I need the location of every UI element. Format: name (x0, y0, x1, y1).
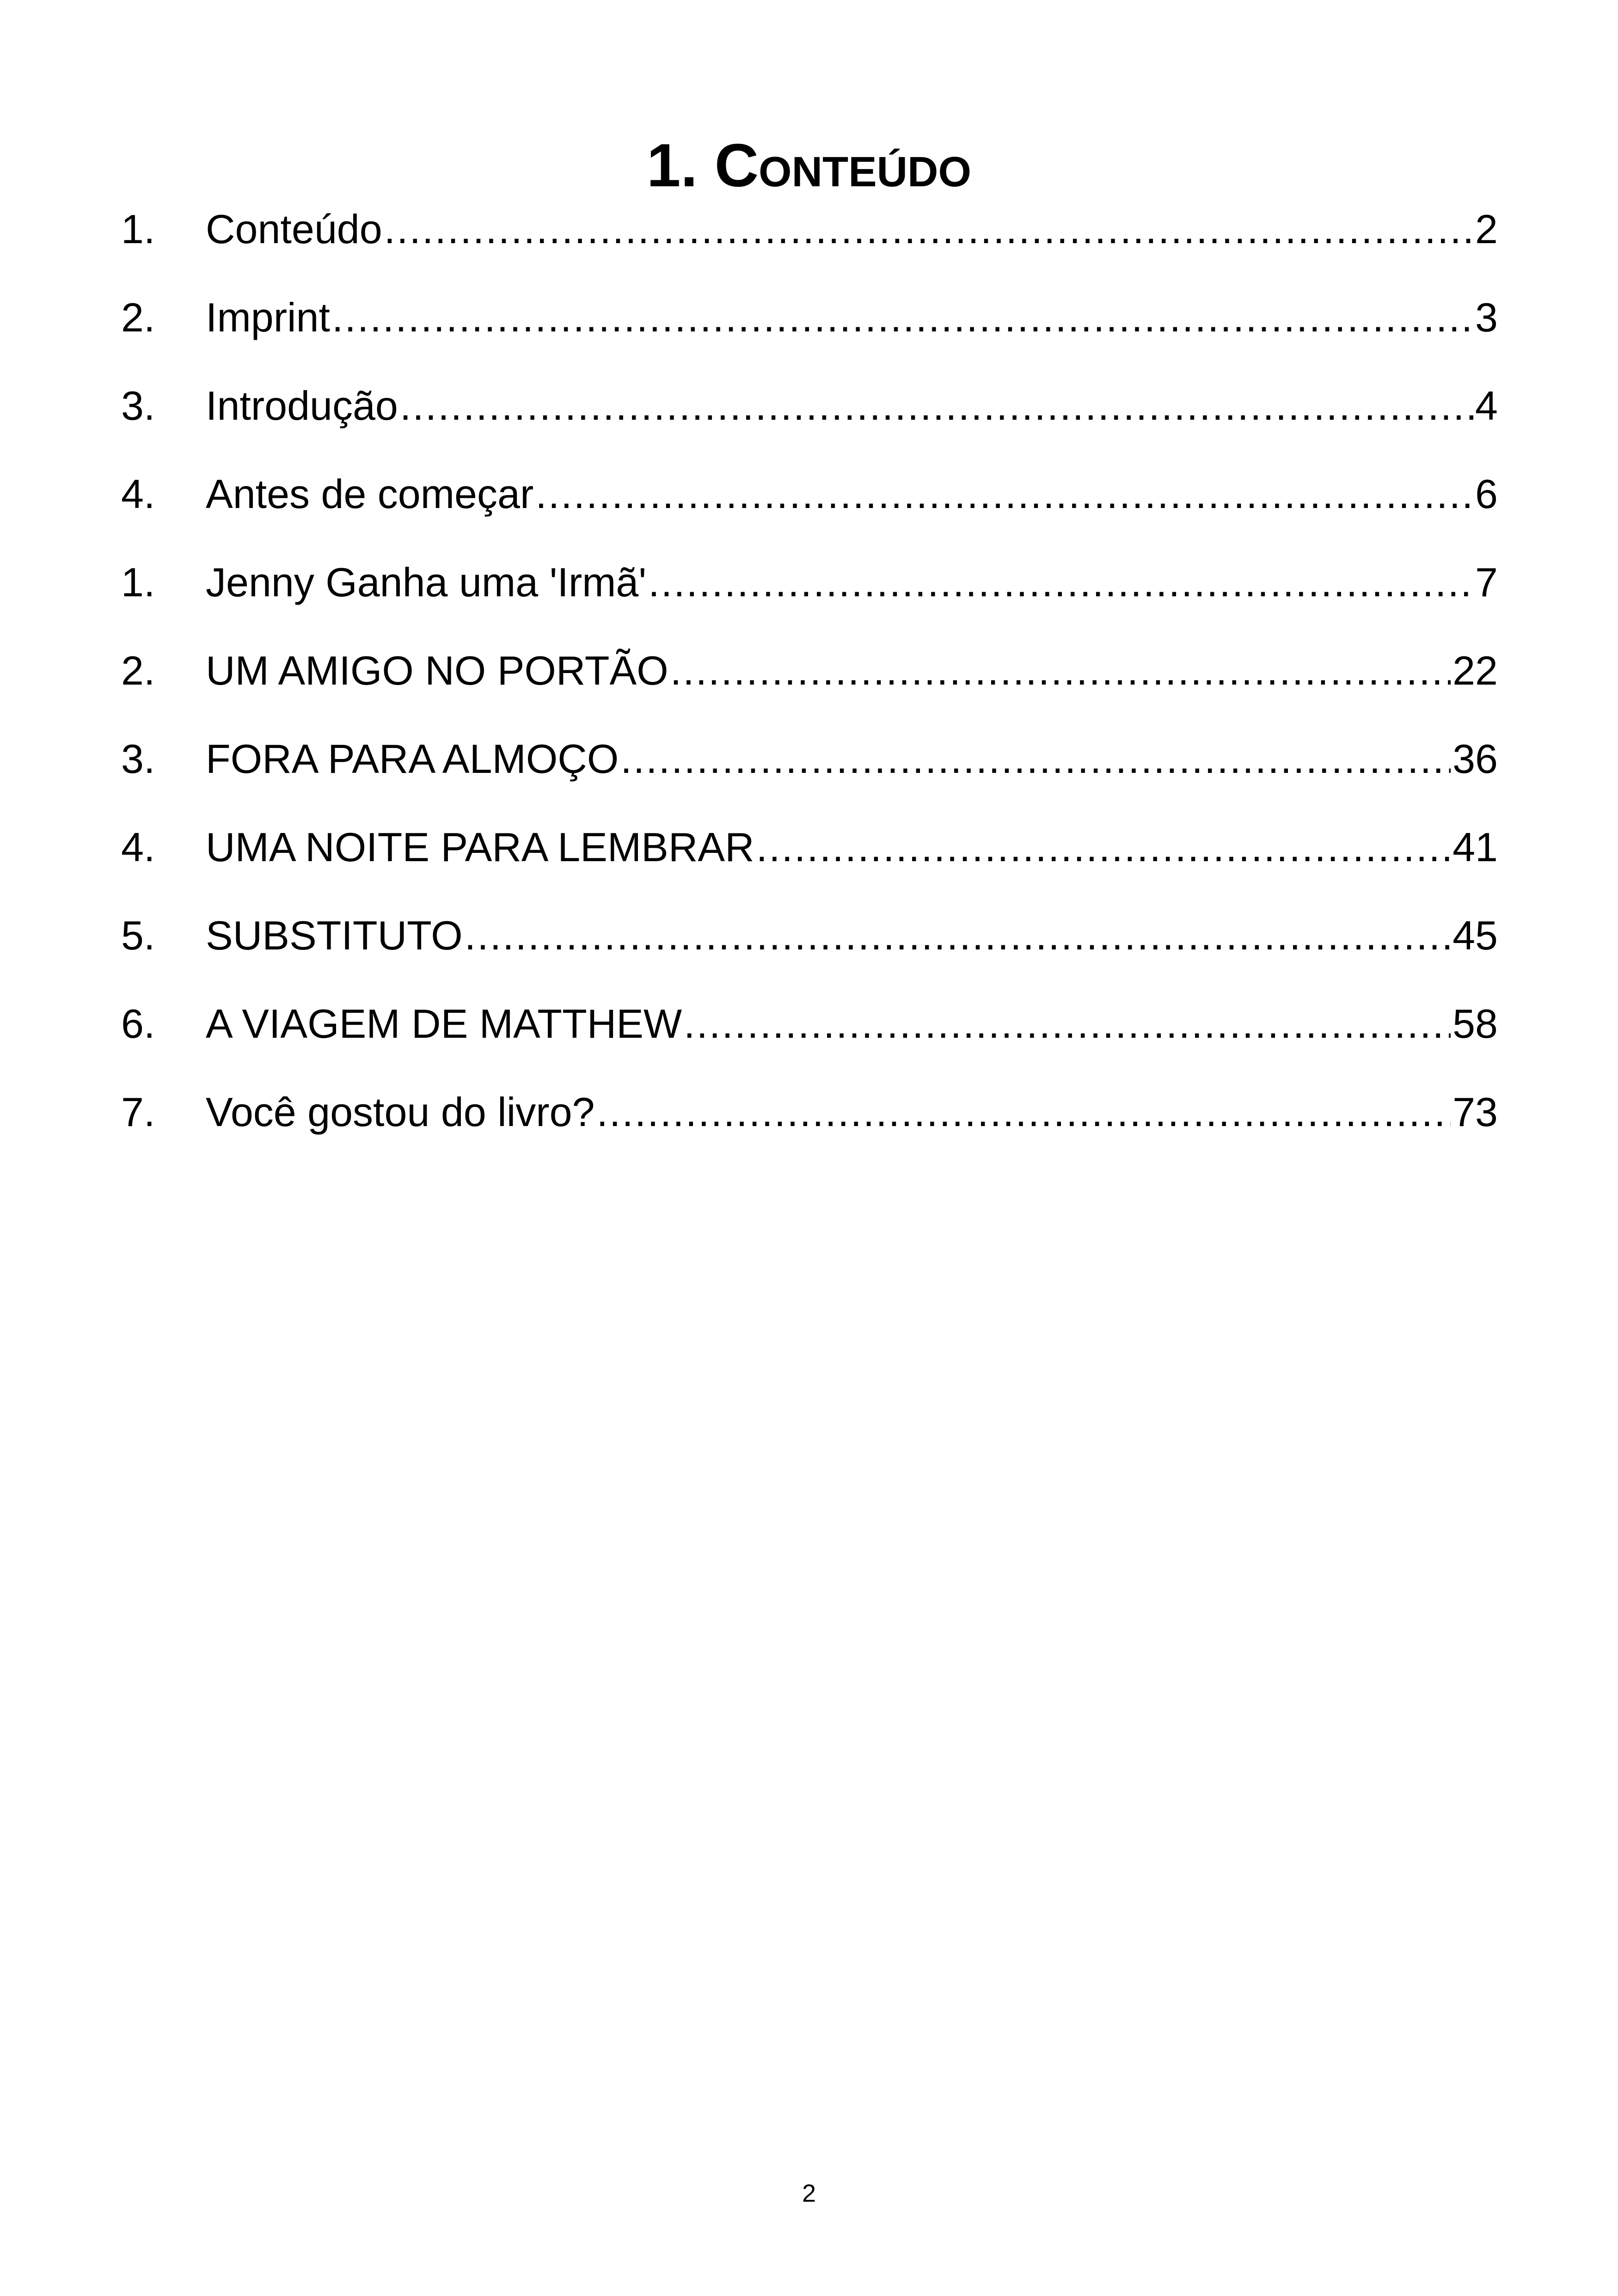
toc-entry-page: 7 (1475, 559, 1498, 605)
toc-entry[interactable] (121, 185, 1498, 273)
toc-entry-label: Introdução (206, 383, 398, 429)
toc-entry[interactable] (121, 891, 1498, 980)
toc-entry-label: Conteúdo (206, 206, 382, 252)
toc-entry-number: 6. (121, 1001, 155, 1047)
toc-entry[interactable] (121, 538, 1498, 626)
toc-entry-number: 1. (121, 559, 155, 605)
toc-entry-number: 7. (121, 1089, 155, 1135)
toc-dot-leader (400, 361, 1473, 450)
toc-entry-label: Jenny Ganha uma 'Irmã' (206, 559, 647, 605)
toc-entry-page: 4 (1475, 383, 1498, 429)
toc-entry-page: 2 (1475, 206, 1498, 252)
toc-dot-leader (535, 450, 1473, 538)
toc-entry-label: UM AMIGO NO PORTÃO (206, 648, 668, 693)
toc-dot-leader (756, 803, 1451, 891)
toc-entry-number: 1. (121, 206, 155, 252)
toc-dot-leader (648, 538, 1473, 626)
toc-entry-label: Você gostou do livro? (206, 1089, 595, 1135)
toc-entry-page: 73 (1453, 1089, 1498, 1135)
toc-entry[interactable] (121, 1068, 1498, 1156)
toc-entry-number: 4. (121, 824, 155, 870)
toc-entry-number: 5. (121, 912, 155, 958)
toc-entry-number: 3. (121, 383, 155, 429)
toc-entry[interactable] (121, 803, 1498, 891)
toc-entry-page: 22 (1453, 648, 1498, 693)
toc-entry[interactable] (121, 273, 1498, 361)
toc-entry-number: 2. (121, 294, 155, 340)
toc-entry[interactable] (121, 980, 1498, 1068)
toc-entry[interactable] (121, 715, 1498, 803)
toc-entry-page: 36 (1453, 736, 1498, 782)
toc-dot-leader (465, 891, 1451, 980)
page-number: 2 (802, 2180, 816, 2207)
toc-entry-label: A VIAGEM DE MATTHEW (206, 1001, 682, 1047)
toc-entry-label: Imprint (206, 294, 330, 340)
toc-entry-label: Antes de começar (206, 471, 534, 517)
toc-dot-leader (384, 185, 1473, 273)
toc-entry-page: 45 (1453, 912, 1498, 958)
toc-entry-page: 41 (1453, 824, 1498, 870)
toc-dot-leader (670, 626, 1451, 715)
table-of-contents (121, 185, 1498, 1156)
toc-entry-label: SUBSTITUTO (206, 912, 463, 958)
toc-dot-leader (684, 980, 1451, 1068)
toc-entry[interactable] (121, 450, 1498, 538)
toc-entry-page: 58 (1453, 1001, 1498, 1047)
toc-entry[interactable] (121, 361, 1498, 450)
toc-entry-label: FORA PARA ALMOÇO (206, 736, 619, 782)
toc-entry[interactable] (121, 626, 1498, 715)
toc-dot-leader (596, 1068, 1451, 1156)
toc-entry-page: 3 (1475, 294, 1498, 340)
toc-entry-number: 3. (121, 736, 155, 782)
toc-entry-number: 2. (121, 648, 155, 693)
title-number: 1. (646, 131, 698, 200)
title-text: Conteúdo (714, 131, 972, 200)
toc-dot-leader (620, 715, 1451, 803)
toc-entry-number: 4. (121, 471, 155, 517)
toc-entry-label: UMA NOITE PARA LEMBRAR (206, 824, 754, 870)
toc-dot-leader (332, 273, 1473, 361)
toc-entry-page: 6 (1475, 471, 1498, 517)
